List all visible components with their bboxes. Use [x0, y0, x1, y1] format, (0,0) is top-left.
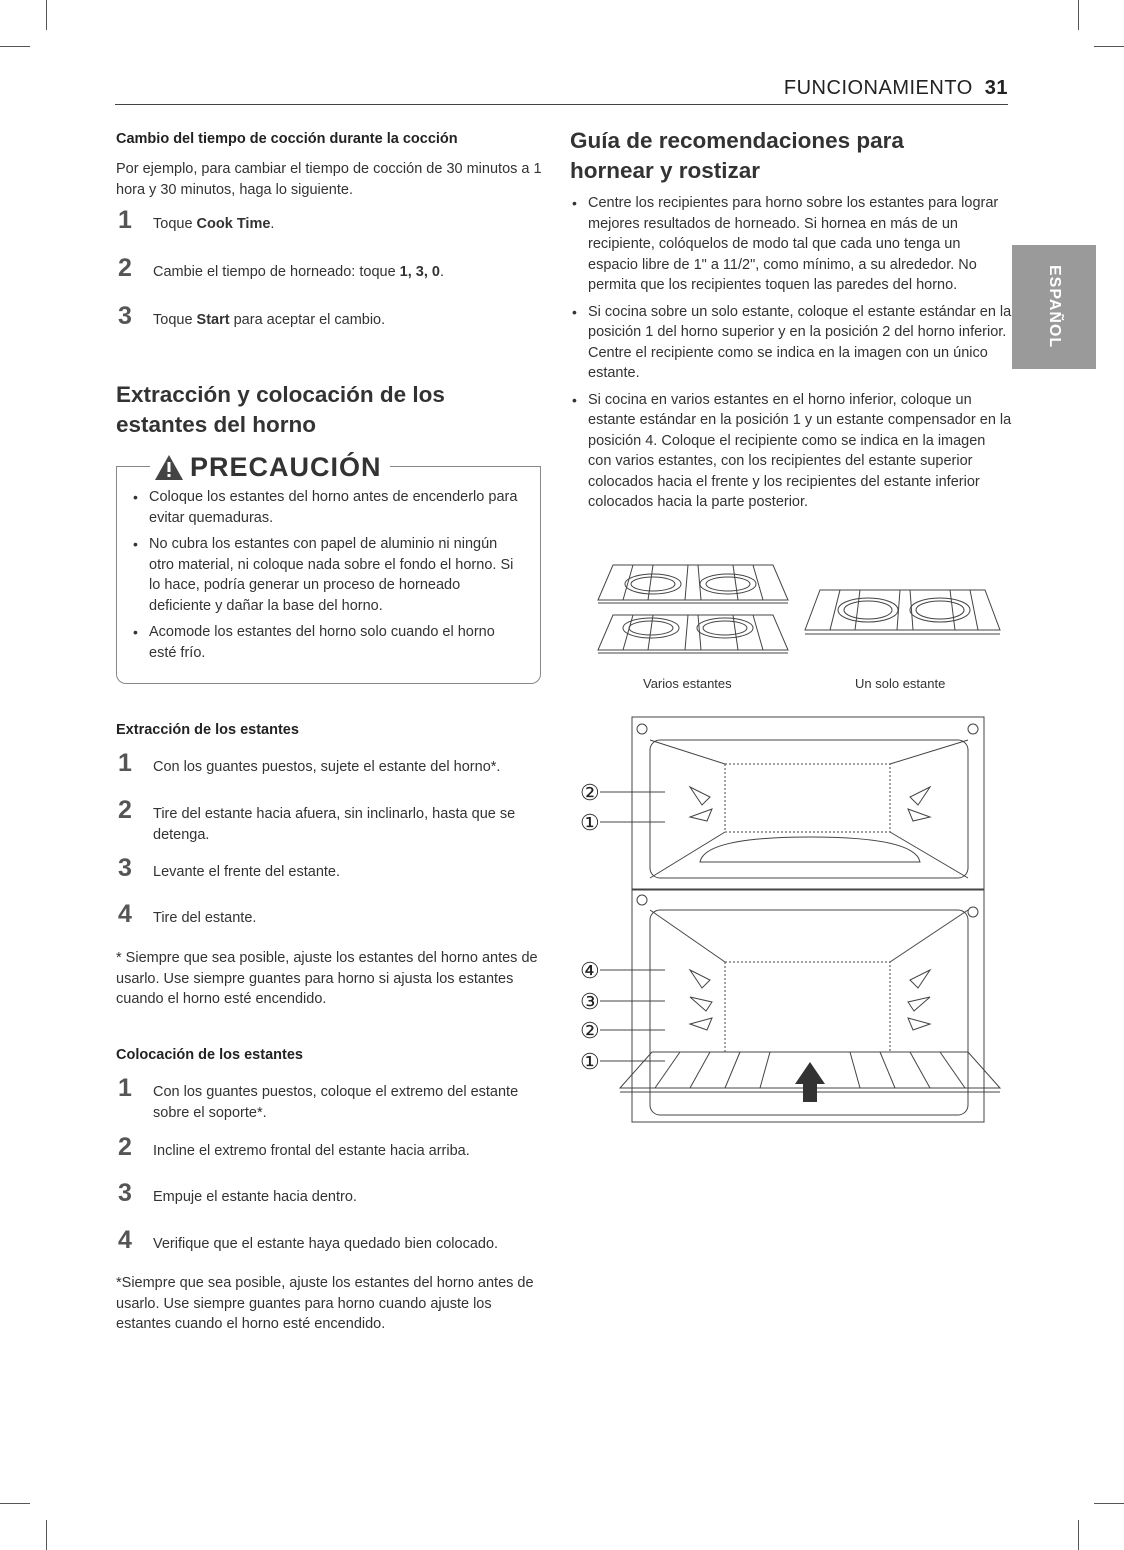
multi-rack-illustration — [593, 560, 793, 660]
step-number: 1 — [118, 1074, 132, 1102]
caution-list — [131, 487, 523, 669]
step-number: 3 — [118, 854, 132, 882]
warning-icon — [154, 454, 184, 481]
placement-step — [116, 1133, 546, 1162]
position-label: ④ — [580, 958, 600, 983]
placement-step — [116, 1179, 546, 1208]
step-text: . — [270, 216, 275, 232]
placement-note: *Siempre que sea posible, ajuste los estantes del horno antes de usarlo. Use siempre guantes para horno cuando ajuste los estantes cuando el horno esté encendido. — [116, 1275, 534, 1332]
removal-note: * Siempre que sea posible, ajuste los estantes del horno antes de usarlo. Use siempre guantes para horno si ajusta los estantes cuando el horno esté encendido. — [116, 950, 538, 1007]
removal-heading: Extracción de los estantes — [116, 722, 299, 738]
placement-step — [116, 1074, 546, 1123]
caution-item: • No cubra los estantes con papel de aluminio ni ningún otro material, ni coloque nada sobre el fondo el horno. Si lo hace, podría generar un proceso de horneado deficiente y dañar la base del horno. — [131, 534, 523, 616]
caution-item: • Coloque los estantes del horno antes de encenderlo para evitar quemaduras. — [131, 487, 523, 528]
page-header — [784, 77, 1008, 100]
step-number: 2 — [118, 254, 132, 282]
step-key: Start — [196, 312, 230, 328]
step-text: . — [439, 264, 445, 280]
guide-heading: Guía de recomendaciones para hornear y rostizar — [570, 128, 904, 183]
step-number: 1 — [118, 749, 132, 777]
crop-mark — [46, 1520, 47, 1550]
step-key: 1, 3, 0 — [399, 264, 440, 280]
language-tab-label: ESPAÑOL — [1046, 265, 1063, 349]
placement-step — [116, 1226, 546, 1255]
crop-mark — [46, 0, 47, 30]
step-key: Cook Time — [196, 216, 271, 232]
header-rule — [115, 104, 1008, 105]
page-number: 31 — [984, 77, 1008, 99]
removal-step — [116, 900, 546, 929]
guide-item: • Centre los recipientes para horno sobre los estantes para lograr mejores resultados de horneado. Si hornea en más de un recipiente, colóquelos de modo tal que cada uno tenga un espacio libre de 1" a 11/2", como mínimo, a su alrededor. No permita que los recipientes toquen las paredes del horno. — [570, 193, 1012, 296]
guide-item: • Si cocina en varios estantes en el horno inferior, coloque un estante estándar en la posición 1 y un estante compensador en la posición 4. Coloque el recipiente como se indica en la imagen con varios estantes, con los recipientes del estante superior colocados hacia el frente y los recipientes del estante inferior colocados hacia la parte posterior. — [570, 390, 1012, 513]
step-text: Empuje el estante hacia dentro. — [153, 1189, 357, 1205]
section-title: FUNCIONAMIENTO — [783, 77, 973, 99]
crop-mark — [0, 1503, 30, 1504]
step-text: Tire del estante hacia afuera, sin inclinarlo, hasta que se detenga. — [153, 806, 516, 843]
step-text: Con los guantes puestos, sujete el estante del horno*. — [153, 759, 501, 775]
step-number: 3 — [118, 1179, 132, 1207]
step-number: 2 — [118, 1133, 132, 1161]
cook-step — [116, 206, 546, 235]
crop-mark — [1078, 0, 1079, 30]
step-text: Con los guantes puestos, coloque el extremo del estante sobre el soporte*. — [153, 1084, 519, 1121]
position-label: ③ — [580, 989, 600, 1014]
removal-step — [116, 854, 546, 883]
caution-title: PRECAUCIÓN — [190, 451, 382, 482]
crop-mark — [1094, 46, 1124, 47]
step-text: Tire del estante. — [153, 910, 257, 926]
caution-item: • Acomode los estantes del horno solo cuando el horno esté frío. — [131, 622, 523, 663]
removal-step — [116, 796, 546, 845]
cook-step — [116, 254, 546, 283]
caption-multi: Varios estantes — [643, 676, 732, 691]
caption-single: Un solo estante — [855, 676, 946, 691]
step-number: 2 — [118, 796, 132, 824]
crop-mark — [1078, 1520, 1079, 1550]
oven-rack-position-diagram — [560, 712, 1010, 1127]
racks-heading: Extracción y colocación de los estantes del horno — [116, 382, 445, 437]
step-text: Incline el extremo frontal del estante hacia arriba. — [153, 1143, 470, 1159]
step-text: Cambie el tiempo de horneado: toque — [153, 264, 400, 280]
language-tab — [1012, 245, 1096, 369]
position-label: ① — [580, 810, 600, 835]
placement-heading: Colocación de los estantes — [116, 1047, 303, 1063]
position-label: ② — [580, 780, 600, 805]
position-label: ① — [580, 1049, 600, 1074]
caution-header — [150, 451, 390, 483]
step-text: para aceptar el cambio. — [229, 312, 386, 328]
guide-list — [570, 193, 1012, 519]
cook-time-intro: Por ejemplo, para cambiar el tiempo de cocción de 30 minutos a 1 hora y 30 minutos, haga lo siguiente. — [116, 161, 542, 198]
crop-mark — [1094, 1503, 1124, 1504]
step-number: 4 — [118, 1226, 132, 1254]
step-number: 4 — [118, 900, 132, 928]
removal-step — [116, 749, 546, 778]
cook-step — [116, 302, 546, 331]
cook-time-heading: Cambio del tiempo de cocción durante la cocción — [116, 131, 458, 147]
step-number: 3 — [118, 302, 132, 330]
crop-mark — [0, 46, 30, 47]
step-text: Toque — [153, 216, 197, 232]
position-label: ② — [580, 1018, 600, 1043]
step-number: 1 — [118, 206, 132, 234]
step-text: Toque — [153, 312, 197, 328]
step-text: Verifique que el estante haya quedado bien colocado. — [153, 1236, 499, 1252]
guide-item: • Si cocina sobre un solo estante, coloque el estante estándar en la posición 1 del horno superior y en la posición 2 del horno inferior. Centre el recipiente como se indica en la imagen con un único estante. — [570, 302, 1012, 384]
step-text: Levante el frente del estante. — [153, 864, 341, 880]
single-rack-illustration — [800, 585, 1005, 640]
